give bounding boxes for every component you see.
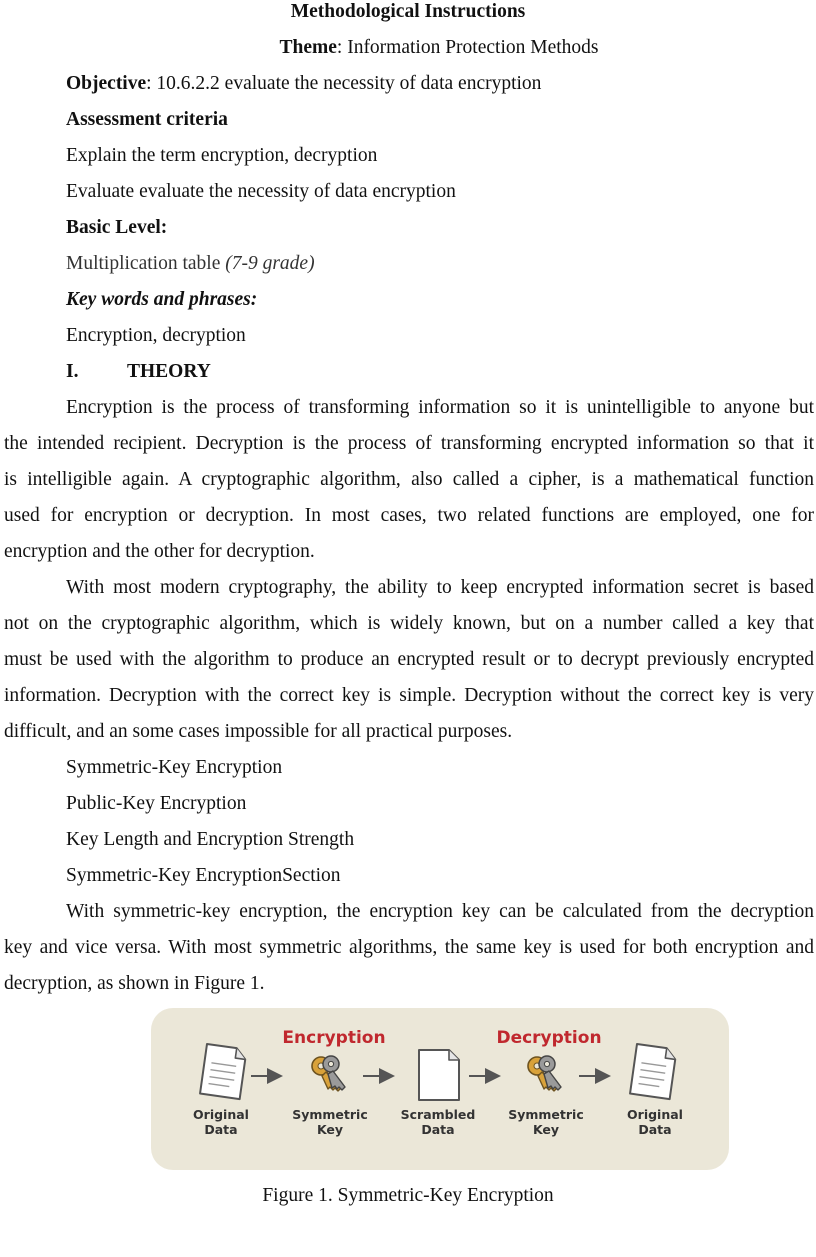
objective-line [0, 66, 816, 102]
figure-caption: Figure 1. Symmetric-Key Encryption [262, 1185, 554, 1206]
paragraph-line: not on the cryptographic algorithm, which is widely known, but on a number called a key that [4, 613, 814, 634]
encryption-label: Encryption [282, 1028, 386, 1048]
section-number: I. [66, 361, 79, 382]
paragraph-line: the intended recipient. Decryption is the process of transforming encrypted information so that it [4, 433, 814, 454]
node-label: Original [627, 1107, 683, 1122]
theme-value: : Information Protection Methods [336, 37, 599, 58]
basic-level-note: (7-9 grade) [225, 253, 315, 274]
paragraph-line: decryption, as shown in Figure 1. [4, 973, 265, 994]
objective-value: : 10.6.2.2 evaluate the necessity of data encryption [146, 73, 542, 94]
paragraph-line: used for encryption or decryption. In most cases, two related functions are employed, one for [4, 505, 814, 526]
paragraph-line: With most modern cryptography, the ability to keep encrypted information secret is based [66, 577, 814, 598]
node-label: Key [316, 1122, 344, 1137]
node-label: Key [532, 1122, 560, 1137]
symmetric-key-icon [528, 1056, 561, 1091]
assessment-item: Evaluate evaluate the necessity of data encryption [66, 181, 456, 202]
node-label: Data [638, 1122, 672, 1137]
paragraph-line: encryption and the other for decryption. [4, 541, 315, 562]
symmetric-key-icon [312, 1056, 345, 1091]
node-label: Symmetric [292, 1107, 368, 1122]
original-data-icon [200, 1044, 247, 1099]
node-label: Original [193, 1107, 249, 1122]
keywords-heading: Key words and phrases: [66, 289, 258, 310]
basic-level-heading: Basic Level: [66, 217, 168, 238]
topic-item: Public-Key Encryption [66, 793, 247, 814]
decryption-label: Decryption [496, 1028, 602, 1048]
assessment-heading: Assessment criteria [66, 109, 228, 130]
basic-level-text: Multiplication table (7-9 grade) [66, 253, 315, 274]
theme-line [0, 30, 816, 66]
paragraph-line: must be used with the algorithm to produce an encrypted result or to decrypt previously encrypted [4, 649, 814, 670]
theme-label: Theme [279, 37, 337, 58]
symmetric-key-diagram [151, 1008, 729, 1170]
topic-item: Symmetric-Key Encryption [66, 757, 283, 778]
paragraph-line: Encryption is the process of transforming information so it is unintelligible to anyone but [66, 397, 814, 418]
node-label: Data [421, 1122, 455, 1137]
scrambled-data-icon [419, 1050, 459, 1100]
assessment-item: Explain the term encryption, decryption [66, 145, 378, 166]
paragraph-line: information. Decryption with the correct key is simple. Decryption without the correct key is very [4, 685, 814, 706]
paragraph-line: difficult, and an some cases impossible for all practical purposes. [4, 721, 513, 742]
node-label: Symmetric [508, 1107, 584, 1122]
document-title: Methodological Instructions [290, 1, 526, 22]
topic-item: Key Length and Encryption Strength [66, 829, 355, 850]
section-title: THEORY [127, 361, 211, 382]
theory-heading [0, 354, 816, 390]
paragraph-line: With symmetric-key encryption, the encryption key can be calculated from the decryption [66, 901, 814, 922]
paragraph-line: is intelligible again. A cryptographic algorithm, also called a cipher, is a mathematical function [4, 469, 814, 490]
keywords-text: Encryption, decryption [66, 325, 246, 346]
original-data-icon [630, 1044, 677, 1099]
topic-item: Symmetric-Key EncryptionSection [66, 865, 341, 886]
objective-label: Objective [66, 73, 147, 94]
node-label: Scrambled [400, 1107, 476, 1122]
node-label: Data [204, 1122, 238, 1137]
paragraph-line: key and vice versa. With most symmetric algorithms, the same key is used for both encryption and [4, 937, 814, 958]
